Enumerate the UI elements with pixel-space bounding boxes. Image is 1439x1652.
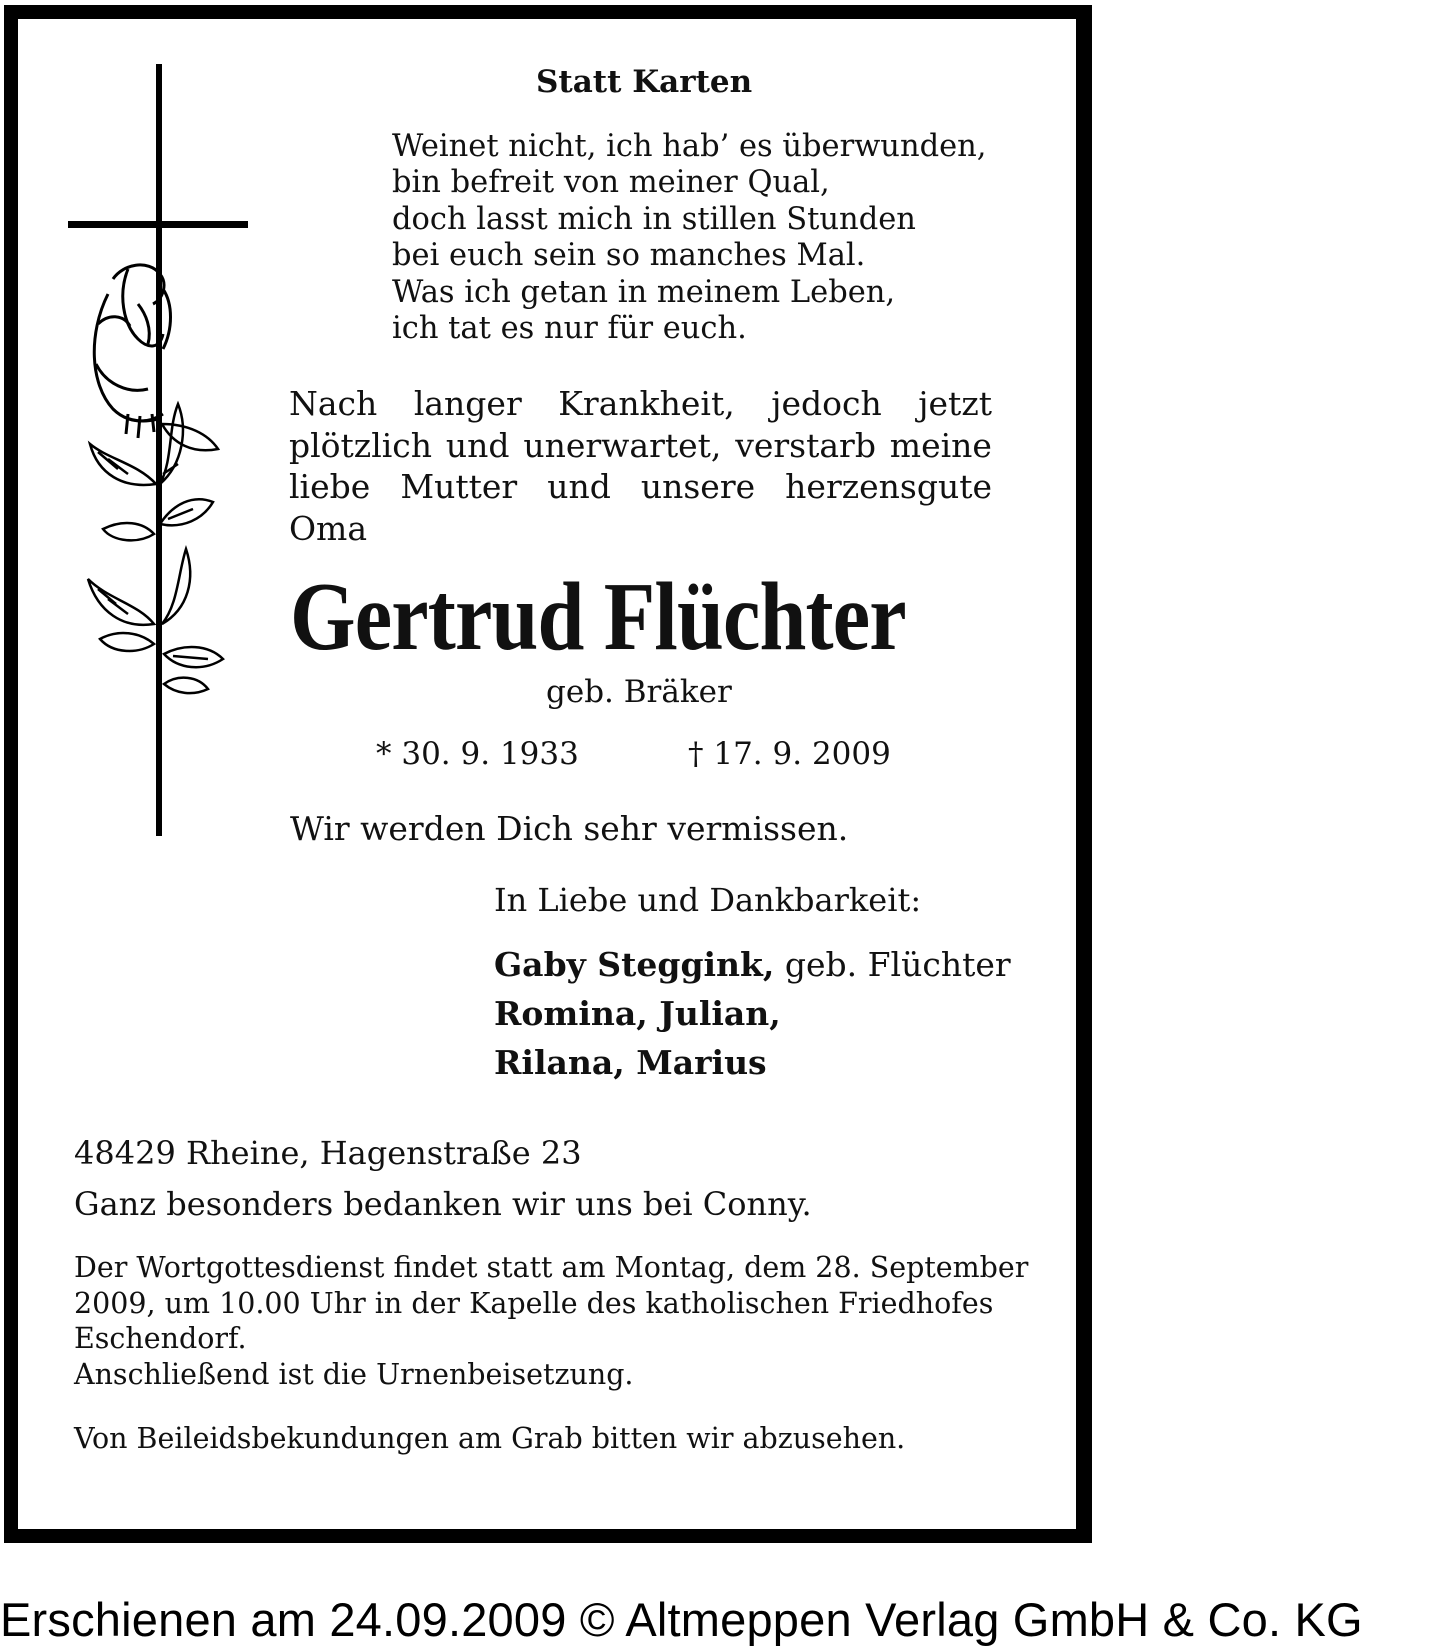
poem (392, 129, 987, 347)
death-date: † 17. 9. 2009 (688, 736, 891, 772)
publication-footer: Erschienen am 24.09.2009 © Altmeppen Verlag GmbH & Co. KG (0, 1593, 1363, 1646)
intro-line: Oma (289, 508, 368, 548)
poem-line: Weinet nicht, ich hab’ es überwunden, (392, 129, 987, 164)
service-line: Der Wortgottesdienst findet statt am Montag, dem 28. September (74, 1251, 1029, 1284)
poem-line: Was ich getan in meinem Leben, (392, 274, 896, 310)
intro-line: Nach langer Krankheit, jedoch jetzt (289, 384, 992, 423)
birth-date: * 30. 9. 1933 (376, 736, 579, 772)
poem-line: bei euch sein so manches Mal. (392, 238, 866, 274)
intro-line: plötzlich und unerwartet, verstarb meine (289, 425, 992, 465)
deceased-name: Gertrud Flüchter (290, 563, 906, 671)
poem-line: ich tat es nur für euch. (392, 311, 747, 347)
poem-line: bin befreit von meiner Qual, (392, 165, 830, 201)
service-line: 2009, um 10.00 Uhr in der Kapelle des katholischen Friedhofes (74, 1286, 994, 1320)
service-line: Anschließend ist die Urnenbeisetzung. (74, 1357, 634, 1391)
poem-line: doch lasst mich in stillen Stunden (392, 201, 916, 237)
notice-header: Statt Karten (536, 64, 753, 100)
family-line: Rilana, Marius (494, 1043, 767, 1082)
intro-paragraph (289, 383, 992, 549)
service-line: Eschendorf. (74, 1322, 247, 1355)
thanks-line: In Liebe und Dankbarkeit: (494, 881, 922, 919)
address: 48429 Rheine, Hagenstraße 23 (74, 1134, 582, 1172)
farewell-line: Wir werden Dich sehr vermissen. (290, 809, 849, 848)
family-list (494, 940, 1011, 1087)
special-thanks: Ganz besonders bedanken wir uns bei Conny. (74, 1185, 812, 1223)
family-line: Romina, Julian, (494, 994, 781, 1033)
cross-rose-icon (68, 64, 253, 836)
intro-line: liebe Mutter und unsere herzensgute (289, 467, 992, 506)
condolence-note: Von Beileidsbekundungen am Grab bitten wir abzusehen. (74, 1422, 906, 1455)
family-line: Gaby Steggink, geb. Flüchter (494, 945, 1011, 984)
service-info (74, 1250, 1028, 1392)
maiden-name: geb. Bräker (546, 674, 732, 710)
